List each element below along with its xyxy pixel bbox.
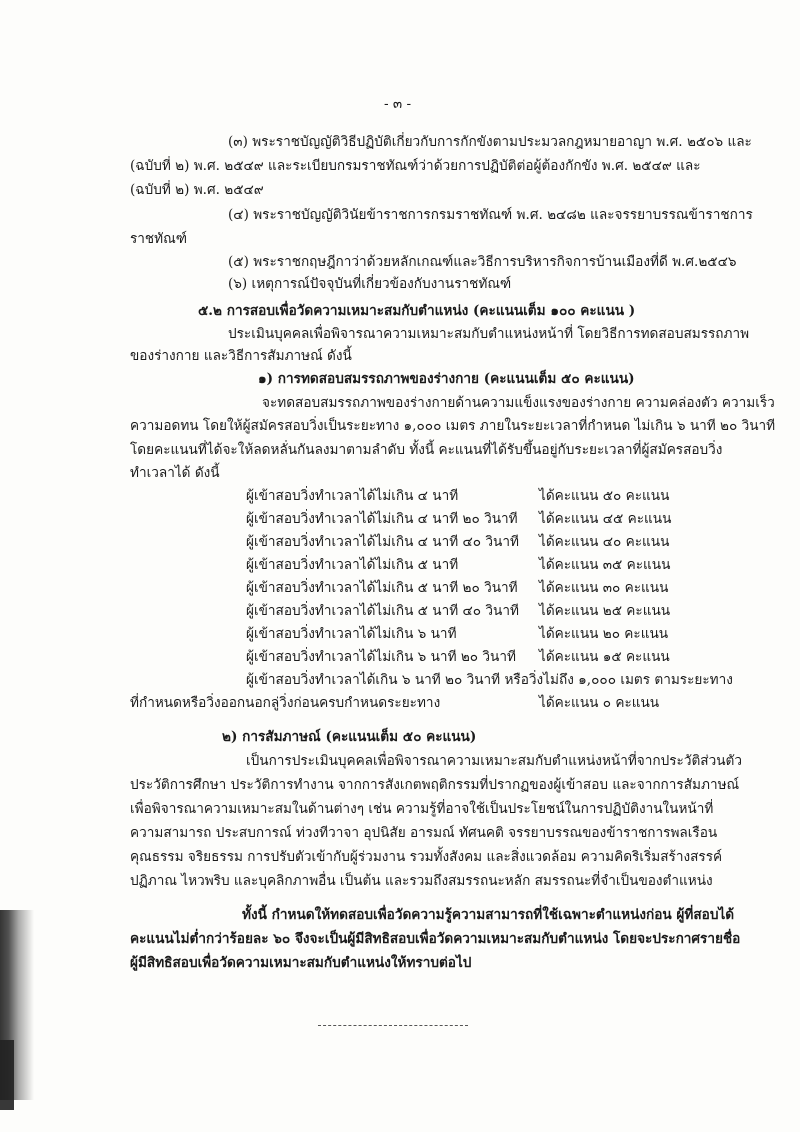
interview-line-1: เป็นการประเมินบุคคลเพื่อพิจารณาความเหมาะสมกับตำแหน่งหน้าที่จากประวัติส่วนตัว bbox=[246, 753, 742, 769]
score-row-desc: ผู้เข้าสอบวิ่งทำเวลาได้ไม่เกิน ๕ นาที ๒๐ วินาที bbox=[246, 580, 518, 596]
physical-para-line-2: ความอดทน โดยให้ผู้สมัครสอบวิ่งเป็นระยะทาง ๑,๐๐๐ เมตร ภายในระยะเวลาที่กำหนด ไม่เกิน ๖ นาที ๒๐ วินาที bbox=[130, 418, 776, 434]
scan-shadow-edge-dark bbox=[0, 1040, 14, 1110]
score-last-line-1: ผู้เข้าสอบวิ่งทำเวลาได้เกิน ๖ นาที ๒๐ วินาที หรือวิ่งไม่ถึง ๑,๐๐๐ เมตร ตามระยะทาง bbox=[246, 672, 733, 688]
score-row-desc: ผู้เข้าสอบวิ่งทำเวลาได้ไม่เกิน ๔ นาที ๒๐ วินาที bbox=[246, 511, 518, 527]
score-row-desc: ผู้เข้าสอบวิ่งทำเวลาได้ไม่เกิน ๕ นาที bbox=[246, 557, 459, 573]
score-row-desc: ผู้เข้าสอบวิ่งทำเวลาได้ไม่เกิน ๔ นาที bbox=[246, 488, 459, 504]
item-6: (๖) เหตุการณ์ปัจจุบันที่เกี่ยวข้องกับงานราชทัณฑ์ bbox=[228, 276, 512, 292]
end-divider bbox=[318, 1025, 468, 1026]
item-4-line-2: ราชทัณฑ์ bbox=[130, 231, 188, 247]
physical-para-line-4: ทำเวลาได้ ดังนี้ bbox=[130, 465, 220, 481]
score-row bbox=[246, 553, 686, 575]
page-number: - ๓ - bbox=[384, 96, 412, 112]
score-row-score: ได้คะแนน ๕๐ คะแนน bbox=[539, 488, 670, 504]
item-3-line-1: (๓) พระราชบัญญัติวิธีปฏิบัติเกี่ยวกับการกักขังตามประมวลกฎหมายอาญา พ.ศ. ๒๕๐๖ และ bbox=[228, 134, 752, 150]
score-row-score: ได้คะแนน ๔๐ คะแนน bbox=[539, 534, 670, 550]
item-3-line-2: (ฉบับที่ ๒) พ.ศ. ๒๕๔๙ และระเบียบกรมราชทัณฑ์ว่าด้วยการปฏิบัติต่อผู้ต้องกักขัง พ.ศ. ๒๕๔๙ และ bbox=[130, 158, 701, 174]
score-row-desc: ผู้เข้าสอบวิ่งทำเวลาได้ไม่เกิน ๖ นาที bbox=[246, 626, 457, 642]
score-row bbox=[246, 645, 686, 667]
score-last-score: ได้คะแนน ๐ คะแนน bbox=[539, 695, 660, 711]
note-line-3: ผู้มีสิทธิสอบเพื่อวัดความเหมาะสมกับตำแหน่งให้ทราบต่อไป bbox=[130, 955, 472, 971]
score-row-desc: ผู้เข้าสอบวิ่งทำเวลาได้ไม่เกิน ๖ นาที ๒๐ วินาที bbox=[246, 649, 516, 665]
score-row-score: ได้คะแนน ๒๕ คะแนน bbox=[539, 603, 671, 619]
item-5: (๕) พระราชกฤษฎีกาว่าด้วยหลักเกณฑ์และวิธีการบริหารกิจการบ้านเมืองที่ดี พ.ศ.๒๕๔๖ bbox=[228, 254, 737, 270]
score-row-score: ได้คะแนน ๓๕ คะแนน bbox=[539, 557, 671, 573]
score-row-desc: ผู้เข้าสอบวิ่งทำเวลาได้ไม่เกิน ๕ นาที ๔๐ วินาที bbox=[246, 603, 519, 619]
score-row bbox=[246, 484, 686, 506]
score-row-score: ได้คะแนน ๑๕ คะแนน bbox=[539, 649, 670, 665]
interview-line-2: ประวัติการศึกษา ประวัติการทำงาน จากการสังเกตพฤติกรรมที่ปรากฏของผู้เข้าสอบ และจากการสัมภาษณ์ bbox=[130, 777, 740, 793]
score-row bbox=[246, 507, 686, 529]
note-line-1: ทั้งนี้ กำหนดให้ทดสอบเพื่อวัดความรู้ความสามารถที่ใช้เฉพาะตำแหน่งก่อน ผู้ที่สอบได้ bbox=[242, 907, 735, 923]
interview-line-3: เพื่อพิจารณาความเหมาะสมในด้านต่างๆ เช่น ความรู้ที่อาจใช้เป็นประโยชน์ในการปฏิบัติงานในหน้าที่ bbox=[130, 801, 714, 817]
score-row bbox=[246, 576, 686, 598]
score-row-score: ได้คะแนน ๓๐ คะแนน bbox=[539, 580, 669, 596]
item-4-line-1: (๔) พระราชบัญญัติวินัยข้าราชการกรมราชทัณฑ์ พ.ศ. ๒๔๘๒ และจรรยาบรรณข้าราชการ bbox=[228, 207, 753, 223]
score-row bbox=[246, 599, 686, 621]
score-last-line-2: ที่กำหนดหรือวิ่งออกนอกลู่วิ่งก่อนครบกำหนดระยะทาง bbox=[130, 695, 441, 711]
score-row bbox=[246, 530, 686, 552]
physical-para-line-3: โดยคะแนนที่ได้จะให้ลดหลั่นกันลงมาตามลำดับ ทั้งนี้ คะแนนที่ได้รับขึ้นอยู่กับระยะเวลาที่ผู้สมัครสอบวิ่ง bbox=[130, 442, 723, 458]
item-3-line-3: (ฉบับที่ ๒) พ.ศ. ๒๕๔๙ bbox=[130, 182, 264, 198]
section-intro-line-2: ของร่างกาย และวิธีการสัมภาษณ์ ดังนี้ bbox=[130, 348, 352, 364]
section-heading: ๕.๒ การสอบเพื่อวัดความเหมาะสมกับตำแหน่ง (คะแนนเต็ม ๑๐๐ คะแนน ) bbox=[198, 303, 636, 319]
score-row-score: ได้คะแนน ๔๕ คะแนน bbox=[539, 511, 672, 527]
interview-line-5: คุณธรรม จริยธรรม การปรับตัวเข้ากับผู้ร่วมงาน รวมทั้งสังคม และสิ่งแวดล้อม ความคิดริเริ่มสร้างสรรค์ bbox=[130, 849, 723, 865]
physical-test-heading: ๑) การทดสอบสมรรถภาพของร่างกาย (คะแนนเต็ม ๕๐ คะแนน) bbox=[258, 371, 635, 387]
note-line-2: คะแนนไม่ต่ำกว่าร้อยละ ๖๐ จึงจะเป็นผู้มีสิทธิสอบเพื่อวัดความเหมาะสมกับตำแหน่ง โดยจะประกาศรายชื่อ bbox=[130, 931, 741, 947]
interview-line-6: ปฏิภาณ ไหวพริบ และบุคลิกภาพอื่น เป็นต้น และรวมถึงสมรรถนะหลัก สมรรถนะที่จำเป็นของตำแหน่ง bbox=[130, 873, 713, 889]
interview-line-4: ความสามารถ ประสบการณ์ ท่วงทีวาจา อุปนิสัย อารมณ์ ทัศนคติ จรรยาบรรณของข้าราชการพลเรือน bbox=[130, 825, 718, 841]
physical-para-line-1: จะทดสอบสมรรถภาพของร่างกายด้านความแข็งแรงของร่างกาย ความคล่องตัว ความเร็ว bbox=[262, 395, 775, 411]
score-row bbox=[246, 622, 686, 644]
score-row-score: ได้คะแนน ๒๐ คะแนน bbox=[539, 626, 669, 642]
section-intro-line-1: ประเมินบุคคลเพื่อพิจารณาความเหมาะสมกับตำแหน่งหน้าที่ โดยวิธีการทดสอบสมรรถภาพ bbox=[228, 326, 750, 342]
interview-heading: ๒) การสัมภาษณ์ (คะแนนเต็ม ๕๐ คะแนน) bbox=[222, 729, 477, 745]
score-row-desc: ผู้เข้าสอบวิ่งทำเวลาได้ไม่เกิน ๔ นาที ๔๐ วินาที bbox=[246, 534, 519, 550]
